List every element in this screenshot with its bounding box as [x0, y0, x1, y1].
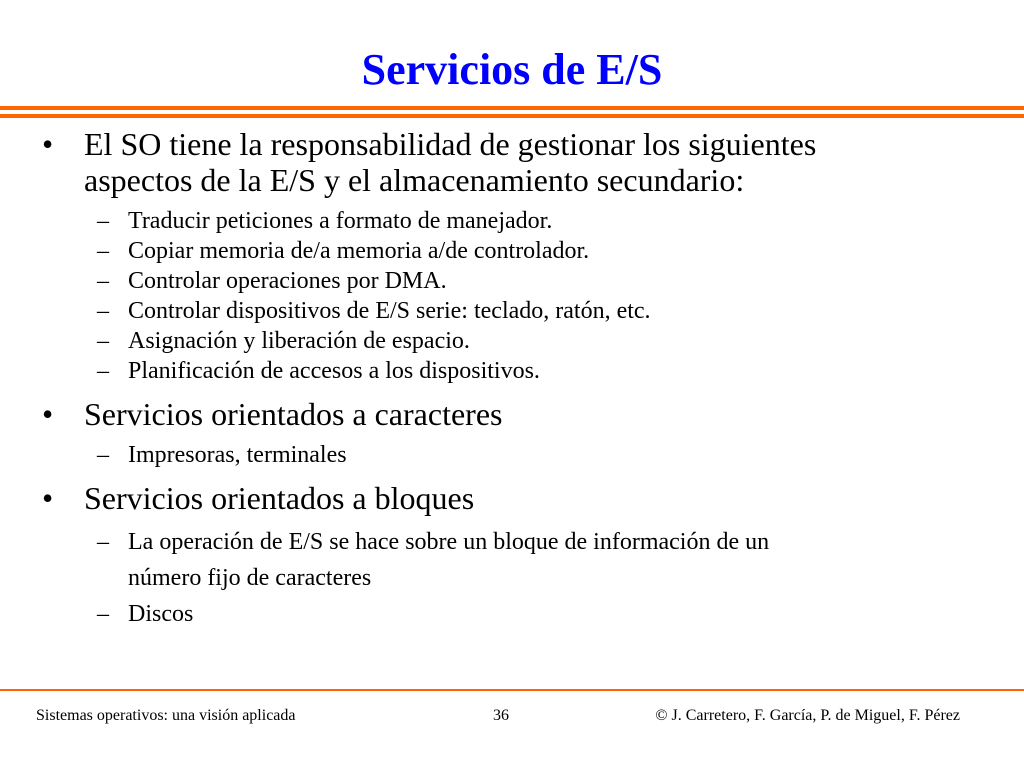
sub-item	[40, 266, 1000, 296]
sub-item-text: Impresoras, terminales	[128, 442, 347, 468]
bullet-marker: •	[42, 126, 54, 162]
sub-item	[40, 206, 1000, 236]
sub-item	[40, 524, 1000, 596]
dash-marker: –	[97, 238, 109, 264]
footer-book-title: Sistemas operativos: una visión aplicada	[36, 707, 296, 724]
dash-marker: –	[97, 529, 109, 555]
sub-item-text: Planificación de accesos a los dispositivos.	[128, 358, 540, 384]
bullet-marker: •	[42, 480, 54, 516]
bullet-text-line: Servicios orientados a caracteres	[84, 396, 503, 432]
bullet-item-caracteres	[40, 396, 1000, 432]
dash-marker: –	[97, 268, 109, 294]
sub-item-text: Traducir peticiones a formato de manejador.	[128, 208, 553, 234]
sub-item-text: Controlar operaciones por DMA.	[128, 268, 447, 294]
bullet-item-so-responsabilidad	[40, 126, 1000, 198]
bullet-item-bloques	[40, 480, 1000, 516]
dash-marker: –	[97, 358, 109, 384]
sub-item	[40, 440, 1000, 470]
dash-marker: –	[97, 442, 109, 468]
sub-item-text: Controlar dispositivos de E/S serie: teclado, ratón, etc.	[128, 298, 651, 324]
sub-item	[40, 596, 1000, 632]
sub-item	[40, 236, 1000, 266]
sub-item-text-line: La operación de E/S se hace sobre un bloque de información de un	[128, 529, 770, 555]
slide-title: Servicios de E/S	[361, 45, 663, 94]
bullet-text-line: Servicios orientados a bloques	[84, 480, 475, 516]
sub-item-text: Asignación y liberación de espacio.	[128, 328, 470, 354]
sub-item	[40, 326, 1000, 356]
dash-marker: –	[97, 208, 109, 234]
dash-marker: –	[97, 601, 109, 627]
title-rule-upper	[0, 106, 1024, 110]
dash-marker: –	[97, 298, 109, 324]
bullet-text-line: El SO tiene la responsabilidad de gestionar los siguientes	[84, 126, 817, 162]
sub-item	[40, 356, 1000, 386]
dash-marker: –	[97, 328, 109, 354]
sub-item-text: Discos	[128, 601, 194, 627]
slide-body	[40, 126, 1000, 632]
footer-copyright: © J. Carretero, F. García, P. de Miguel, F. Pérez	[655, 707, 960, 724]
footer-rule	[0, 689, 1024, 691]
sub-item	[40, 296, 1000, 326]
title-rule-lower	[0, 114, 1024, 118]
footer-page-number: 36	[493, 707, 509, 724]
sub-item-text: Copiar memoria de/a memoria a/de controlador.	[128, 238, 590, 264]
sub-item-text-line: número fijo de caracteres	[128, 565, 372, 591]
bullet-marker: •	[42, 396, 54, 432]
bullet-text-line: aspectos de la E/S y el almacenamiento secundario:	[84, 162, 745, 198]
